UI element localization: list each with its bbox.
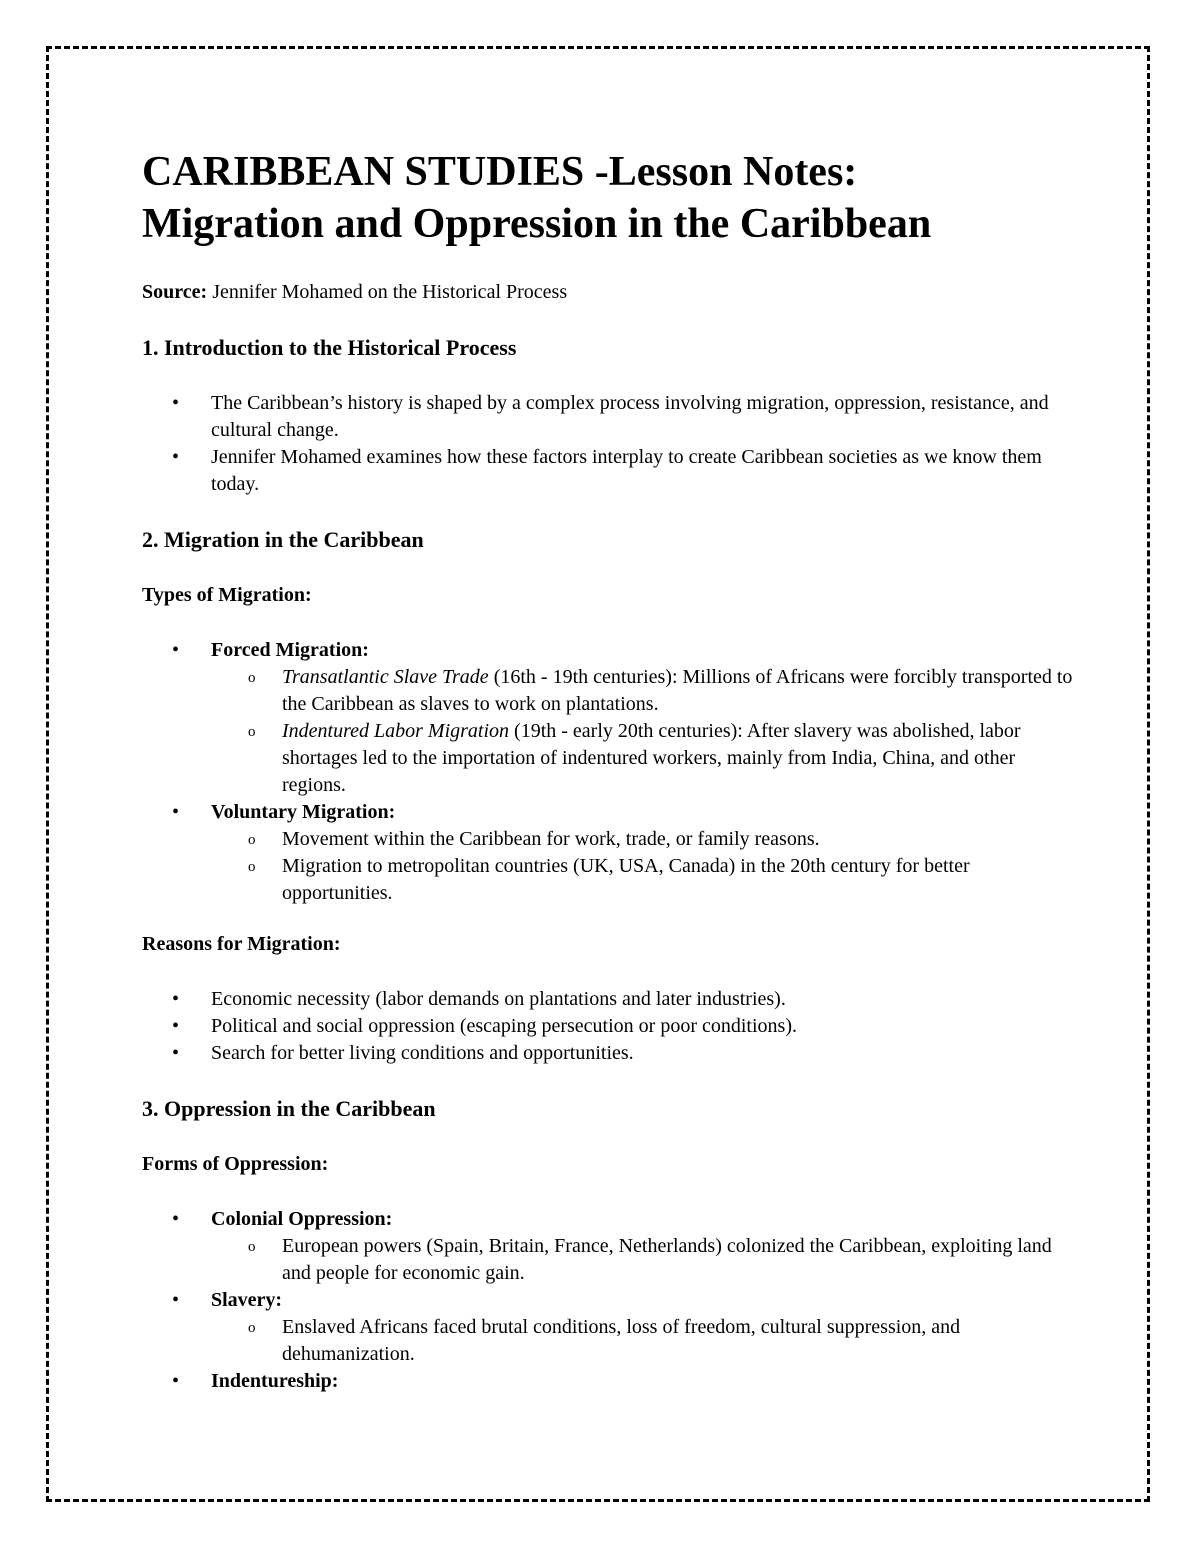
forced-migration-label: Forced Migration: [211,639,369,661]
slavery-sublist [211,1314,1082,1368]
section-2-heading: 2. Migration in the Caribbean [142,527,424,552]
reasons-for-migration-heading: Reasons for Migration: [142,933,341,955]
colonial-oppression-sublist [211,1233,1082,1287]
sub-list-item: o Enslaved Africans faced brutal conditions, loss of freedom, cultural suppression, and dehumanization. [142,1314,1082,1368]
title-line-1: CARIBBEAN STUDIES -Lesson Notes: [142,149,858,195]
colonial-oppression-label: Colonial Oppression: [211,1208,393,1230]
sub-list-item: o Movement within the Caribbean for work, trade, or family reasons. [142,826,1082,853]
forced-migration-sublist [211,664,1082,799]
list-item: • Jennifer Mohamed examines how these factors interplay to create Caribbean societies as we know them today. [142,444,1082,498]
section-1-list [142,390,1082,498]
reasons-list [142,986,1082,1067]
term-slave-trade: Transatlantic Slave Trade [282,666,489,688]
list-item: • Search for better living conditions and opportunities. [142,1040,1082,1067]
slavery-label: Slavery: [211,1289,283,1311]
sub-list-item: o European powers (Spain, Britain, France, Netherlands) colonized the Caribbean, exploiting land and people for economic gain. [142,1233,1082,1287]
source-label: Source: [142,281,208,303]
source-text: Jennifer Mohamed on the Historical Process [212,281,568,303]
sub-list-item: o Migration to metropolitan countries (UK, USA, Canada) in the 20th century for better opportunities. [142,853,1082,907]
migration-types-list [142,637,1082,907]
list-item-indentureship [142,1368,1082,1395]
forms-of-oppression-heading: Forms of Oppression: [142,1153,329,1175]
document-body [142,146,1082,1395]
title-line-2: Migration and Oppression in the Caribbean [142,201,932,247]
list-item: • The Caribbean’s history is shaped by a complex process involving migration, oppression, resistance, and cultural change. [142,390,1082,444]
source-line [142,279,1082,306]
list-item-slavery [142,1287,1082,1368]
sub-item-text: (16th - 19th centuries): Millions of Africans were forcibly transported to the Caribbean as slaves to work on plantations. [282,666,1073,715]
sub-list-item [142,664,1082,718]
sub-item-text: (19th - early 20th centuries): After slavery was abolished, labor shortages led to the importation of indentured workers, mainly from India, China, and other regions. [282,720,1021,796]
list-item-colonial-oppression [142,1206,1082,1287]
list-item-forced-migration [142,637,1082,799]
types-of-migration-heading: Types of Migration: [142,584,312,606]
list-item: • Economic necessity (labor demands on plantations and later industries). [142,986,1082,1013]
sub-list-item [142,718,1082,799]
list-item-voluntary-migration [142,799,1082,907]
oppression-forms-list [142,1206,1082,1395]
term-indentured-labor: Indentured Labor Migration [282,720,510,742]
indentureship-label: Indentureship: [211,1370,339,1392]
section-1-heading: 1. Introduction to the Historical Process [142,335,517,360]
list-item: • Political and social oppression (escaping persecution or poor conditions). [142,1013,1082,1040]
voluntary-migration-sublist [211,826,1082,907]
section-3-heading: 3. Oppression in the Caribbean [142,1096,436,1121]
voluntary-migration-label: Voluntary Migration: [211,801,396,823]
document-title [142,146,1082,250]
